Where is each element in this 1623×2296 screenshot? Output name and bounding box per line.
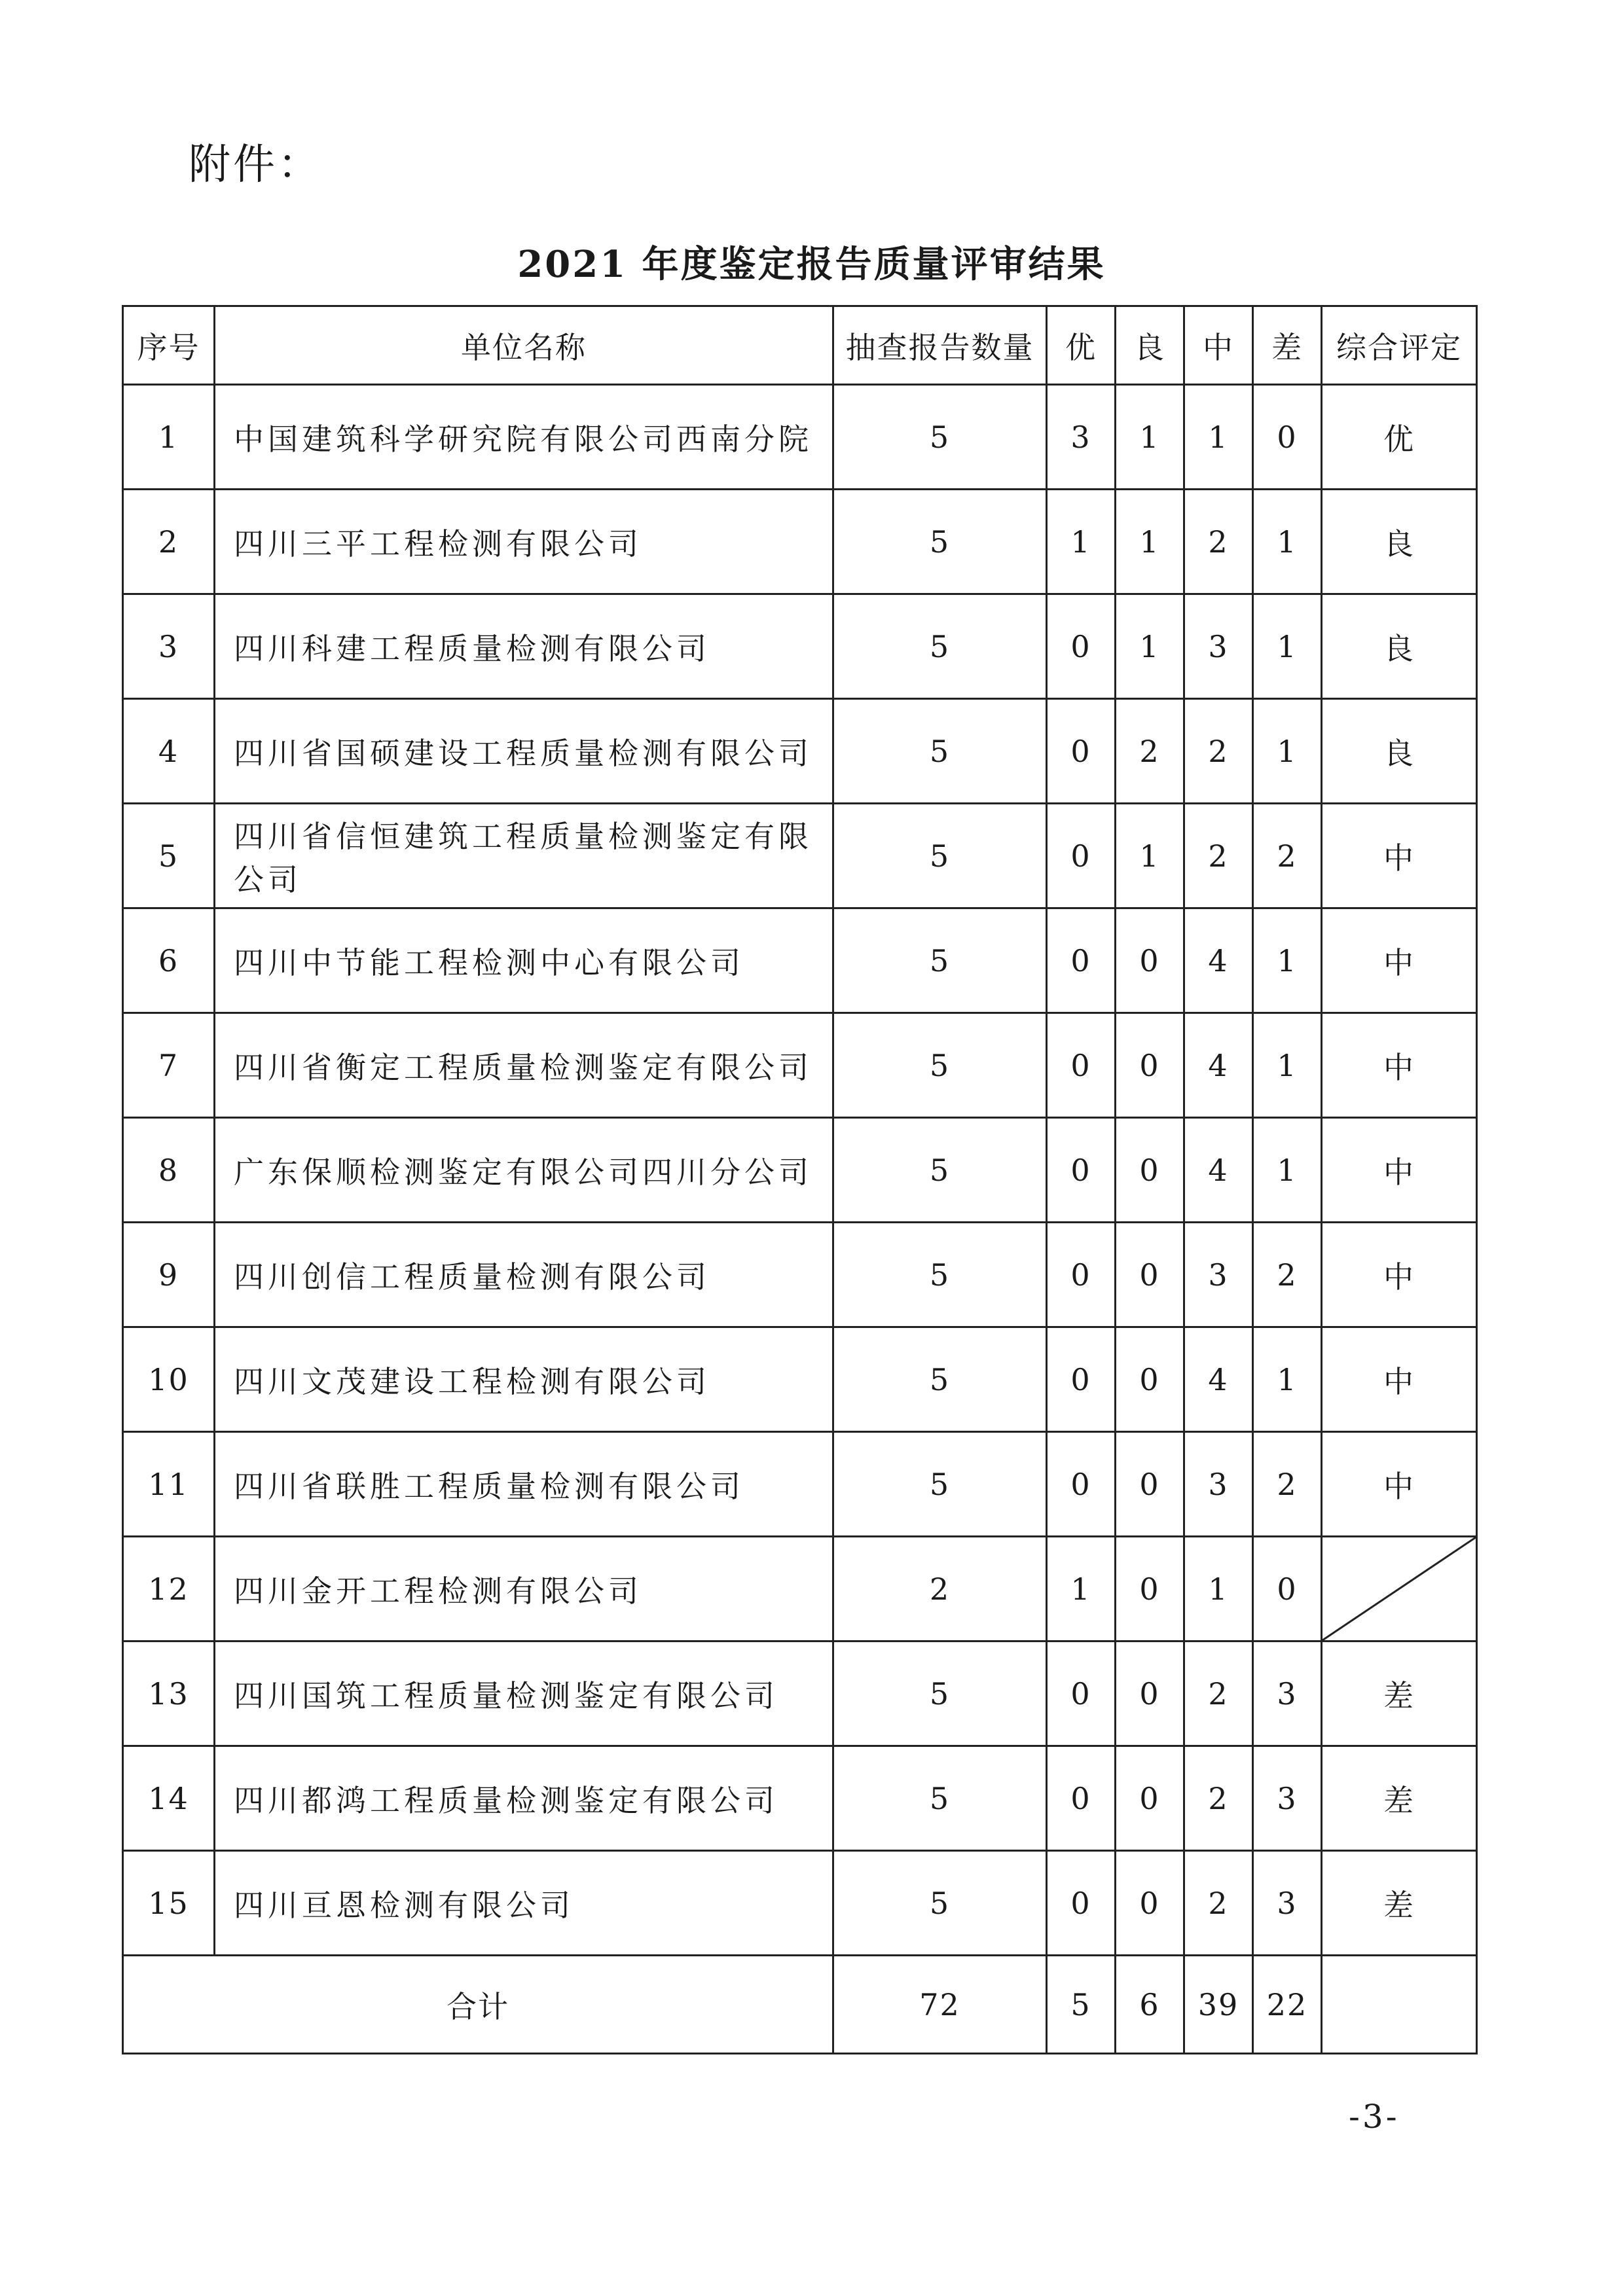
row-unit-name: 四川省联胜工程质量检测有限公司 (215, 1432, 833, 1537)
row-report-count: 5 (833, 1118, 1047, 1223)
row-no: 12 (123, 1537, 215, 1641)
row-no: 11 (123, 1432, 215, 1537)
row-medium: 2 (1184, 1746, 1253, 1851)
row-good: 0 (1116, 1537, 1184, 1641)
row-excellent: 0 (1047, 1851, 1116, 1956)
row-report-count: 5 (833, 594, 1047, 699)
table-row (123, 1746, 1477, 1851)
table-row (123, 1641, 1477, 1746)
row-no: 8 (123, 1118, 215, 1223)
row-poor: 1 (1253, 1327, 1322, 1432)
row-report-count: 5 (833, 908, 1047, 1013)
diagonal-slash (1322, 1537, 1476, 1640)
row-excellent: 0 (1047, 908, 1116, 1013)
row-unit-name: 四川创信工程质量检测有限公司 (215, 1223, 833, 1327)
row-medium: 4 (1184, 1118, 1253, 1223)
row-report-count: 5 (833, 699, 1047, 804)
row-good: 0 (1116, 1851, 1184, 1956)
row-good: 0 (1116, 1746, 1184, 1851)
row-overall-rating: 中 (1322, 804, 1477, 908)
header-unit-name: 单位名称 (215, 306, 833, 385)
header-poor: 差 (1253, 306, 1322, 385)
attachment-label: 附件： (189, 141, 322, 189)
row-unit-name: 四川文茂建设工程检测有限公司 (215, 1327, 833, 1432)
row-medium: 2 (1184, 1641, 1253, 1746)
row-good: 1 (1116, 385, 1184, 490)
table-row (123, 1537, 1477, 1641)
row-poor: 1 (1253, 594, 1322, 699)
row-no: 15 (123, 1851, 215, 1956)
row-unit-name: 四川省国硕建设工程质量检测有限公司 (215, 699, 833, 804)
row-medium: 4 (1184, 1327, 1253, 1432)
row-poor: 1 (1253, 1118, 1322, 1223)
total-count: 72 (833, 1956, 1047, 2054)
table-row (123, 1327, 1477, 1432)
row-good: 0 (1116, 1118, 1184, 1223)
row-report-count: 5 (833, 804, 1047, 908)
review-results-table (122, 305, 1478, 2054)
row-report-count: 5 (833, 1432, 1047, 1537)
row-overall-rating: 差 (1322, 1746, 1477, 1851)
row-overall-rating: 优 (1322, 385, 1477, 490)
row-unit-name: 四川亘恩检测有限公司 (215, 1851, 833, 1956)
row-medium: 1 (1184, 1537, 1253, 1641)
row-medium: 2 (1184, 699, 1253, 804)
row-no: 1 (123, 385, 215, 490)
total-poor: 22 (1253, 1956, 1322, 2054)
header-overall-rating: 综合评定 (1322, 306, 1477, 385)
row-report-count: 5 (833, 1327, 1047, 1432)
row-good: 0 (1116, 1327, 1184, 1432)
row-excellent: 0 (1047, 699, 1116, 804)
row-no: 13 (123, 1641, 215, 1746)
page-number: -3- (1349, 2098, 1400, 2136)
row-unit-name: 四川省信恒建筑工程质量检测鉴定有限公司 (215, 804, 833, 908)
row-good: 0 (1116, 1432, 1184, 1537)
row-no: 3 (123, 594, 215, 699)
header-good: 良 (1116, 306, 1184, 385)
table-row (123, 1432, 1477, 1537)
row-overall-rating: 中 (1322, 1223, 1477, 1327)
row-medium: 3 (1184, 1432, 1253, 1537)
row-medium: 2 (1184, 804, 1253, 908)
row-no: 6 (123, 908, 215, 1013)
row-medium: 2 (1184, 490, 1253, 594)
row-overall-rating: 中 (1322, 1327, 1477, 1432)
row-excellent: 0 (1047, 1641, 1116, 1746)
row-good: 1 (1116, 594, 1184, 699)
row-report-count: 5 (833, 385, 1047, 490)
row-unit-name: 四川国筑工程质量检测鉴定有限公司 (215, 1641, 833, 1746)
row-excellent: 3 (1047, 385, 1116, 490)
row-good: 2 (1116, 699, 1184, 804)
row-report-count: 5 (833, 490, 1047, 594)
row-overall-rating: 差 (1322, 1851, 1477, 1956)
row-overall-rating: 良 (1322, 699, 1477, 804)
row-good: 0 (1116, 1223, 1184, 1327)
row-medium: 3 (1184, 594, 1253, 699)
row-overall-rating-not-rated (1322, 1537, 1477, 1641)
row-unit-name: 四川三平工程检测有限公司 (215, 490, 833, 594)
row-poor: 3 (1253, 1641, 1322, 1746)
row-excellent: 0 (1047, 1432, 1116, 1537)
row-good: 1 (1116, 804, 1184, 908)
row-unit-name: 四川省衡定工程质量检测鉴定有限公司 (215, 1013, 833, 1118)
row-unit-name: 中国建筑科学研究院有限公司西南分院 (215, 385, 833, 490)
row-medium: 2 (1184, 1851, 1253, 1956)
row-poor: 1 (1253, 699, 1322, 804)
row-no: 2 (123, 490, 215, 594)
total-good: 6 (1116, 1956, 1184, 2054)
row-poor: 1 (1253, 490, 1322, 594)
row-excellent: 0 (1047, 1013, 1116, 1118)
row-excellent: 1 (1047, 490, 1116, 594)
row-excellent: 0 (1047, 1223, 1116, 1327)
row-no: 9 (123, 1223, 215, 1327)
row-poor: 2 (1253, 1432, 1322, 1537)
row-no: 10 (123, 1327, 215, 1432)
row-overall-rating: 中 (1322, 1432, 1477, 1537)
total-rating (1322, 1956, 1477, 2054)
row-good: 0 (1116, 1013, 1184, 1118)
row-poor: 2 (1253, 1223, 1322, 1327)
table-row (123, 594, 1477, 699)
row-excellent: 0 (1047, 1327, 1116, 1432)
row-report-count: 5 (833, 1223, 1047, 1327)
row-no: 14 (123, 1746, 215, 1851)
table-header-row (123, 306, 1477, 385)
row-medium: 3 (1184, 1223, 1253, 1327)
document-title: 2021 年度鉴定报告质量评审结果 (517, 243, 1106, 286)
row-unit-name: 四川科建工程质量检测有限公司 (215, 594, 833, 699)
row-report-count: 5 (833, 1013, 1047, 1118)
table-row (123, 1851, 1477, 1956)
row-excellent: 0 (1047, 594, 1116, 699)
row-no: 7 (123, 1013, 215, 1118)
row-poor: 3 (1253, 1746, 1322, 1851)
table-row (123, 1118, 1477, 1223)
row-unit-name: 四川都鸿工程质量检测鉴定有限公司 (215, 1746, 833, 1851)
row-excellent: 1 (1047, 1537, 1116, 1641)
row-overall-rating: 差 (1322, 1641, 1477, 1746)
total-medium: 39 (1184, 1956, 1253, 2054)
table-row (123, 1223, 1477, 1327)
row-poor: 3 (1253, 1851, 1322, 1956)
row-unit-name: 四川金开工程检测有限公司 (215, 1537, 833, 1641)
table-row (123, 804, 1477, 908)
header-medium: 中 (1184, 306, 1253, 385)
row-no: 4 (123, 699, 215, 804)
table-row (123, 385, 1477, 490)
row-good: 0 (1116, 1641, 1184, 1746)
row-no: 5 (123, 804, 215, 908)
row-report-count: 2 (833, 1537, 1047, 1641)
row-medium: 4 (1184, 908, 1253, 1013)
row-unit-name: 四川中节能工程检测中心有限公司 (215, 908, 833, 1013)
row-good: 1 (1116, 490, 1184, 594)
header-no: 序号 (123, 306, 215, 385)
row-poor: 2 (1253, 804, 1322, 908)
row-overall-rating: 良 (1322, 490, 1477, 594)
row-poor: 1 (1253, 1013, 1322, 1118)
row-medium: 4 (1184, 1013, 1253, 1118)
row-overall-rating: 中 (1322, 1118, 1477, 1223)
row-poor: 1 (1253, 908, 1322, 1013)
table-row (123, 490, 1477, 594)
row-report-count: 5 (833, 1851, 1047, 1956)
row-medium: 1 (1184, 385, 1253, 490)
table-row (123, 1013, 1477, 1118)
table-row (123, 908, 1477, 1013)
row-poor: 0 (1253, 385, 1322, 490)
row-excellent: 0 (1047, 1746, 1116, 1851)
total-label: 合计 (123, 1956, 833, 2054)
row-overall-rating: 中 (1322, 1013, 1477, 1118)
header-report-count: 抽查报告数量 (833, 306, 1047, 385)
row-good: 0 (1116, 908, 1184, 1013)
total-excellent: 5 (1047, 1956, 1116, 2054)
row-overall-rating: 良 (1322, 594, 1477, 699)
row-report-count: 5 (833, 1746, 1047, 1851)
total-row (123, 1956, 1477, 2054)
table-row (123, 699, 1477, 804)
row-excellent: 0 (1047, 1118, 1116, 1223)
row-unit-name: 广东保顺检测鉴定有限公司四川分公司 (215, 1118, 833, 1223)
row-overall-rating: 中 (1322, 908, 1477, 1013)
row-excellent: 0 (1047, 804, 1116, 908)
header-excellent: 优 (1047, 306, 1116, 385)
row-poor: 0 (1253, 1537, 1322, 1641)
row-report-count: 5 (833, 1641, 1047, 1746)
